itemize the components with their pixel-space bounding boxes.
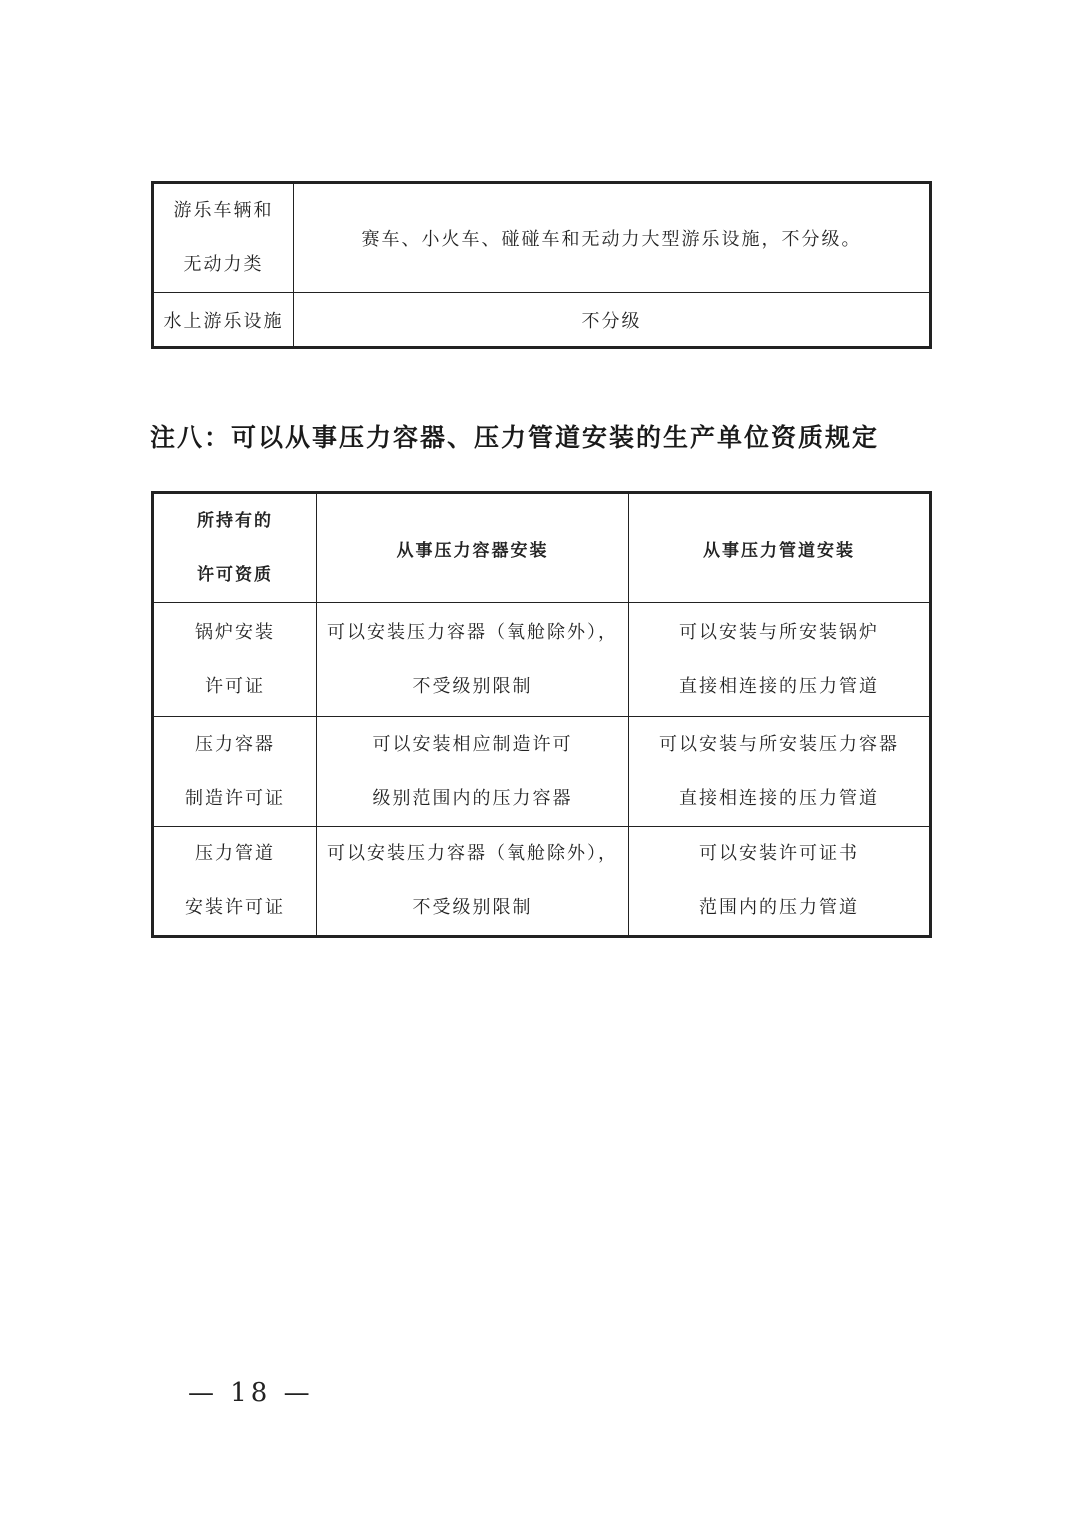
table-row <box>153 293 931 348</box>
license-line: 锅炉安装 <box>195 621 275 643</box>
pipeline-line: 直接相连接的压力管道 <box>679 675 879 697</box>
category-line: 无动力类 <box>183 254 264 275</box>
pipeline-line: 范围内的压力管道 <box>699 897 859 918</box>
license-cell <box>153 717 317 827</box>
table-row <box>153 183 931 293</box>
vessel-line: 可以安装相应制造许可 <box>372 733 573 755</box>
table-row <box>153 717 931 827</box>
description-cell: 赛车、小火车、碰碰车和无动力大型游乐设施，不分级。 <box>294 183 931 293</box>
section-heading: 注八：可以从事压力容器、压力管道安装的生产单位资质规定 <box>150 423 880 452</box>
pipeline-cell <box>629 603 931 717</box>
vessel-line: 不受级别限制 <box>412 897 533 918</box>
qualification-table <box>151 491 932 938</box>
category-line: 水上游乐设施 <box>163 310 284 332</box>
license-line: 制造许可证 <box>185 787 285 809</box>
license-cell <box>153 827 317 937</box>
vessel-line: 不受级别限制 <box>412 675 533 697</box>
license-line: 压力管道 <box>195 843 275 864</box>
category-cell <box>153 183 294 293</box>
vessel-cell <box>317 827 629 937</box>
pipeline-line: 可以安装许可证书 <box>699 843 859 864</box>
table-header-row <box>153 493 931 603</box>
pipeline-line: 可以安装与所安装压力容器 <box>659 733 899 755</box>
table-row <box>153 827 931 937</box>
pipeline-line: 可以安装与所安装锅炉 <box>679 621 879 643</box>
vessel-cell <box>317 717 629 827</box>
pipeline-cell <box>629 717 931 827</box>
license-line: 许可证 <box>205 675 265 697</box>
header-pipeline-cell: 从事压力管道安装 <box>629 493 931 603</box>
header-line: 所持有的 <box>197 511 273 531</box>
table-row <box>153 603 931 717</box>
header-vessel-cell: 从事压力容器安装 <box>317 493 629 603</box>
license-line: 压力容器 <box>195 733 275 755</box>
license-cell <box>153 603 317 717</box>
license-line: 安装许可证 <box>185 897 285 918</box>
pipeline-cell <box>629 827 931 937</box>
amusement-facility-table <box>151 181 932 349</box>
pipeline-line: 直接相连接的压力管道 <box>679 787 879 809</box>
header-license-cell <box>153 493 317 603</box>
header-line: 许可资质 <box>197 565 273 585</box>
vessel-line: 可以安装压力容器（氧舱除外）， <box>327 843 618 864</box>
vessel-line: 可以安装压力容器（氧舱除外）， <box>327 621 618 643</box>
category-cell <box>153 293 294 348</box>
vessel-cell <box>317 603 629 717</box>
vessel-line: 级别范围内的压力容器 <box>372 787 573 809</box>
page-number: — 18 — <box>188 1378 314 1408</box>
category-line: 游乐车辆和 <box>173 200 274 221</box>
description-cell: 不分级 <box>294 293 931 348</box>
